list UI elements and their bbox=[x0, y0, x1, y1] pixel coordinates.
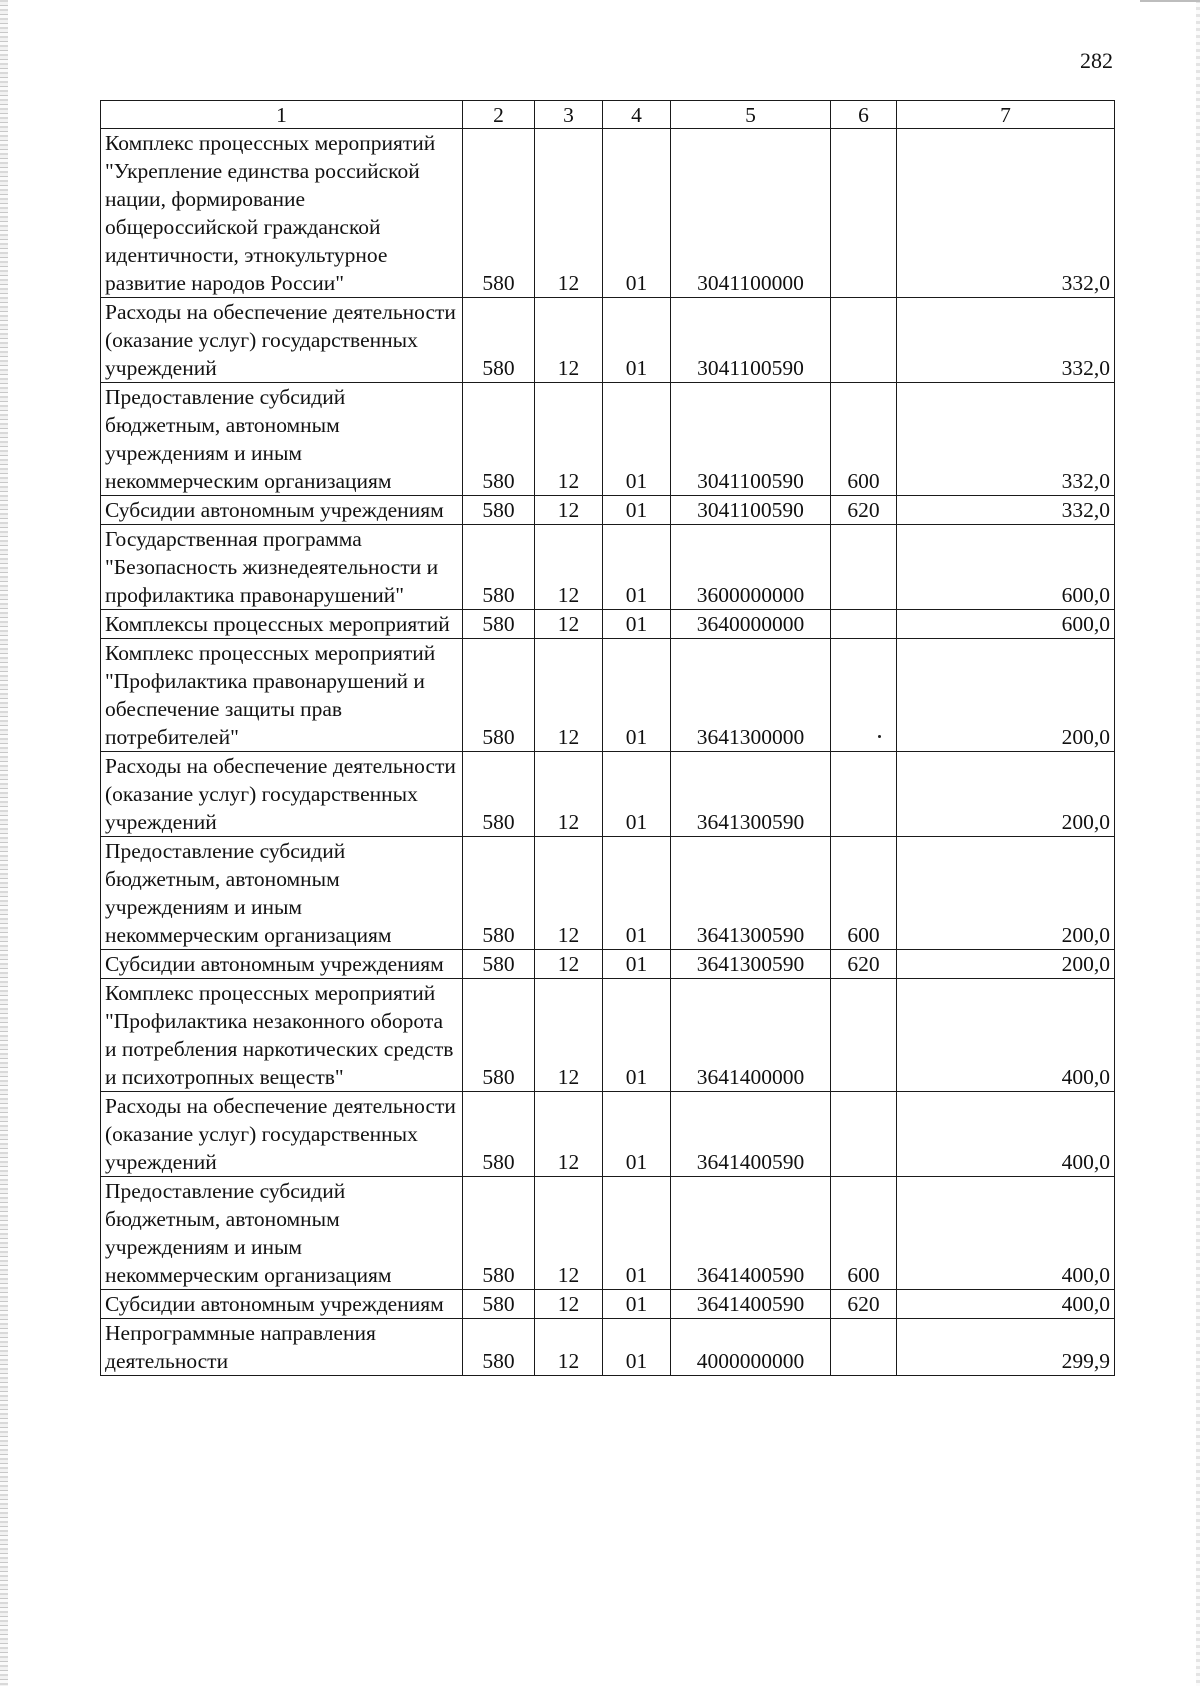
amount-cell: 332,0 bbox=[897, 298, 1115, 383]
expense-type-cell: 620 bbox=[831, 496, 897, 525]
expense-type-cell: 600 bbox=[831, 383, 897, 496]
expense-type-cell bbox=[831, 298, 897, 383]
subsection-cell: 01 bbox=[603, 383, 671, 496]
table-row bbox=[101, 979, 1115, 1092]
section-cell: 12 bbox=[535, 639, 603, 752]
item-name-cell: Субсидии автономным учреждениям bbox=[101, 950, 463, 979]
scan-right-edge bbox=[1196, 0, 1200, 1686]
admin-code-cell: 580 bbox=[463, 639, 535, 752]
item-name-cell: Предоставление субсидий бюджетным, автономным учреждениям и иным некоммерческим организациям bbox=[101, 1177, 463, 1290]
table-row bbox=[101, 950, 1115, 979]
admin-code-cell: 580 bbox=[463, 979, 535, 1092]
amount-cell: 200,0 bbox=[897, 950, 1115, 979]
amount-cell: 400,0 bbox=[897, 979, 1115, 1092]
table-row bbox=[101, 1290, 1115, 1319]
admin-code-cell: 580 bbox=[463, 752, 535, 837]
amount-cell: 200,0 bbox=[897, 752, 1115, 837]
target-article-cell: 3041100590 bbox=[671, 496, 831, 525]
page-number: 282 bbox=[1080, 48, 1113, 73]
admin-code-cell: 580 bbox=[463, 298, 535, 383]
amount-cell: 332,0 bbox=[897, 129, 1115, 298]
section-cell: 12 bbox=[535, 1092, 603, 1177]
budget-table bbox=[100, 100, 1115, 1376]
column-header: 2 bbox=[463, 101, 535, 129]
table-row bbox=[101, 610, 1115, 639]
section-cell: 12 bbox=[535, 752, 603, 837]
scan-top-mark bbox=[1140, 0, 1200, 2]
amount-cell: 332,0 bbox=[897, 496, 1115, 525]
table-row bbox=[101, 1319, 1115, 1376]
amount-cell: 200,0 bbox=[897, 639, 1115, 752]
expense-type-cell: 600 bbox=[831, 1177, 897, 1290]
target-article-cell: 3641300000 bbox=[671, 639, 831, 752]
expense-type-cell bbox=[831, 639, 897, 752]
column-header: 4 bbox=[603, 101, 671, 129]
column-header: 6 bbox=[831, 101, 897, 129]
section-cell: 12 bbox=[535, 979, 603, 1092]
section-cell: 12 bbox=[535, 496, 603, 525]
table-row bbox=[101, 1177, 1115, 1290]
target-article-cell: 3641400590 bbox=[671, 1177, 831, 1290]
section-cell: 12 bbox=[535, 383, 603, 496]
item-name-cell: Предоставление субсидий бюджетным, автономным учреждениям и иным некоммерческим организациям bbox=[101, 837, 463, 950]
table-row bbox=[101, 837, 1115, 950]
item-name-cell: Непрограммные направления деятельности bbox=[101, 1319, 463, 1376]
table-row bbox=[101, 129, 1115, 298]
item-name-cell: Комплекс процессных мероприятий "Профилактика незаконного оборота и потребления наркотических средств и психотропных веществ" bbox=[101, 979, 463, 1092]
expense-type-cell bbox=[831, 979, 897, 1092]
target-article-cell: 4000000000 bbox=[671, 1319, 831, 1376]
admin-code-cell: 580 bbox=[463, 1177, 535, 1290]
column-header: 7 bbox=[897, 101, 1115, 129]
table-header-row bbox=[101, 101, 1115, 129]
amount-cell: 400,0 bbox=[897, 1092, 1115, 1177]
subsection-cell: 01 bbox=[603, 979, 671, 1092]
scan-left-edge bbox=[0, 0, 8, 1686]
item-name-cell: Предоставление субсидий бюджетным, автономным учреждениям и иным некоммерческим организациям bbox=[101, 383, 463, 496]
admin-code-cell: 580 bbox=[463, 837, 535, 950]
target-article-cell: 3641400590 bbox=[671, 1092, 831, 1177]
amount-cell: 200,0 bbox=[897, 837, 1115, 950]
target-article-cell: 3041100000 bbox=[671, 129, 831, 298]
expense-type-cell bbox=[831, 525, 897, 610]
subsection-cell: 01 bbox=[603, 610, 671, 639]
expense-type-cell bbox=[831, 129, 897, 298]
item-name-cell: Комплексы процессных мероприятий bbox=[101, 610, 463, 639]
amount-cell: 400,0 bbox=[897, 1177, 1115, 1290]
item-name-cell: Расходы на обеспечение деятельности (оказание услуг) государственных учреждений bbox=[101, 1092, 463, 1177]
expense-type-cell bbox=[831, 610, 897, 639]
admin-code-cell: 580 bbox=[463, 496, 535, 525]
subsection-cell: 01 bbox=[603, 950, 671, 979]
expense-type-cell bbox=[831, 1319, 897, 1376]
table-row bbox=[101, 639, 1115, 752]
column-header: 1 bbox=[101, 101, 463, 129]
expense-type-cell bbox=[831, 752, 897, 837]
item-name-cell: Расходы на обеспечение деятельности (оказание услуг) государственных учреждений bbox=[101, 298, 463, 383]
expense-type-cell: 620 bbox=[831, 950, 897, 979]
expense-type-cell bbox=[831, 1092, 897, 1177]
subsection-cell: 01 bbox=[603, 1290, 671, 1319]
admin-code-cell: 580 bbox=[463, 525, 535, 610]
subsection-cell: 01 bbox=[603, 496, 671, 525]
scan-speck bbox=[878, 735, 881, 738]
target-article-cell: 3641300590 bbox=[671, 837, 831, 950]
table-row bbox=[101, 298, 1115, 383]
column-header: 5 bbox=[671, 101, 831, 129]
target-article-cell: 3641400000 bbox=[671, 979, 831, 1092]
target-article-cell: 3640000000 bbox=[671, 610, 831, 639]
admin-code-cell: 580 bbox=[463, 1319, 535, 1376]
amount-cell: 600,0 bbox=[897, 610, 1115, 639]
amount-cell: 332,0 bbox=[897, 383, 1115, 496]
subsection-cell: 01 bbox=[603, 639, 671, 752]
subsection-cell: 01 bbox=[603, 752, 671, 837]
item-name-cell: Государственная программа "Безопасность жизнедеятельности и профилактика правонарушений" bbox=[101, 525, 463, 610]
item-name-cell: Субсидии автономным учреждениям bbox=[101, 1290, 463, 1319]
section-cell: 12 bbox=[535, 950, 603, 979]
column-header: 3 bbox=[535, 101, 603, 129]
admin-code-cell: 580 bbox=[463, 1290, 535, 1319]
section-cell: 12 bbox=[535, 298, 603, 383]
item-name-cell: Комплекс процессных мероприятий "Профилактика правонарушений и обеспечение защиты прав потребителей" bbox=[101, 639, 463, 752]
expense-type-cell: 620 bbox=[831, 1290, 897, 1319]
table-row bbox=[101, 383, 1115, 496]
amount-cell: 600,0 bbox=[897, 525, 1115, 610]
table-body bbox=[101, 129, 1115, 1376]
item-name-cell: Комплекс процессных мероприятий "Укрепление единства российской нации, формирование общероссийской гражданской идентичности, этнокультурное развитие народов России" bbox=[101, 129, 463, 298]
section-cell: 12 bbox=[535, 610, 603, 639]
subsection-cell: 01 bbox=[603, 129, 671, 298]
section-cell: 12 bbox=[535, 129, 603, 298]
expense-type-cell: 600 bbox=[831, 837, 897, 950]
admin-code-cell: 580 bbox=[463, 129, 535, 298]
subsection-cell: 01 bbox=[603, 525, 671, 610]
section-cell: 12 bbox=[535, 525, 603, 610]
table-row bbox=[101, 496, 1115, 525]
target-article-cell: 3041100590 bbox=[671, 383, 831, 496]
admin-code-cell: 580 bbox=[463, 610, 535, 639]
section-cell: 12 bbox=[535, 1319, 603, 1376]
amount-cell: 400,0 bbox=[897, 1290, 1115, 1319]
admin-code-cell: 580 bbox=[463, 383, 535, 496]
target-article-cell: 3041100590 bbox=[671, 298, 831, 383]
section-cell: 12 bbox=[535, 1290, 603, 1319]
admin-code-cell: 580 bbox=[463, 950, 535, 979]
target-article-cell: 3641400590 bbox=[671, 1290, 831, 1319]
target-article-cell: 3641300590 bbox=[671, 950, 831, 979]
amount-cell: 299,9 bbox=[897, 1319, 1115, 1376]
item-name-cell: Субсидии автономным учреждениям bbox=[101, 496, 463, 525]
subsection-cell: 01 bbox=[603, 1319, 671, 1376]
subsection-cell: 01 bbox=[603, 298, 671, 383]
section-cell: 12 bbox=[535, 837, 603, 950]
target-article-cell: 3641300590 bbox=[671, 752, 831, 837]
subsection-cell: 01 bbox=[603, 1092, 671, 1177]
admin-code-cell: 580 bbox=[463, 1092, 535, 1177]
item-name-cell: Расходы на обеспечение деятельности (оказание услуг) государственных учреждений bbox=[101, 752, 463, 837]
section-cell: 12 bbox=[535, 1177, 603, 1290]
table-row bbox=[101, 525, 1115, 610]
subsection-cell: 01 bbox=[603, 1177, 671, 1290]
table-row bbox=[101, 752, 1115, 837]
subsection-cell: 01 bbox=[603, 837, 671, 950]
target-article-cell: 3600000000 bbox=[671, 525, 831, 610]
table-row bbox=[101, 1092, 1115, 1177]
